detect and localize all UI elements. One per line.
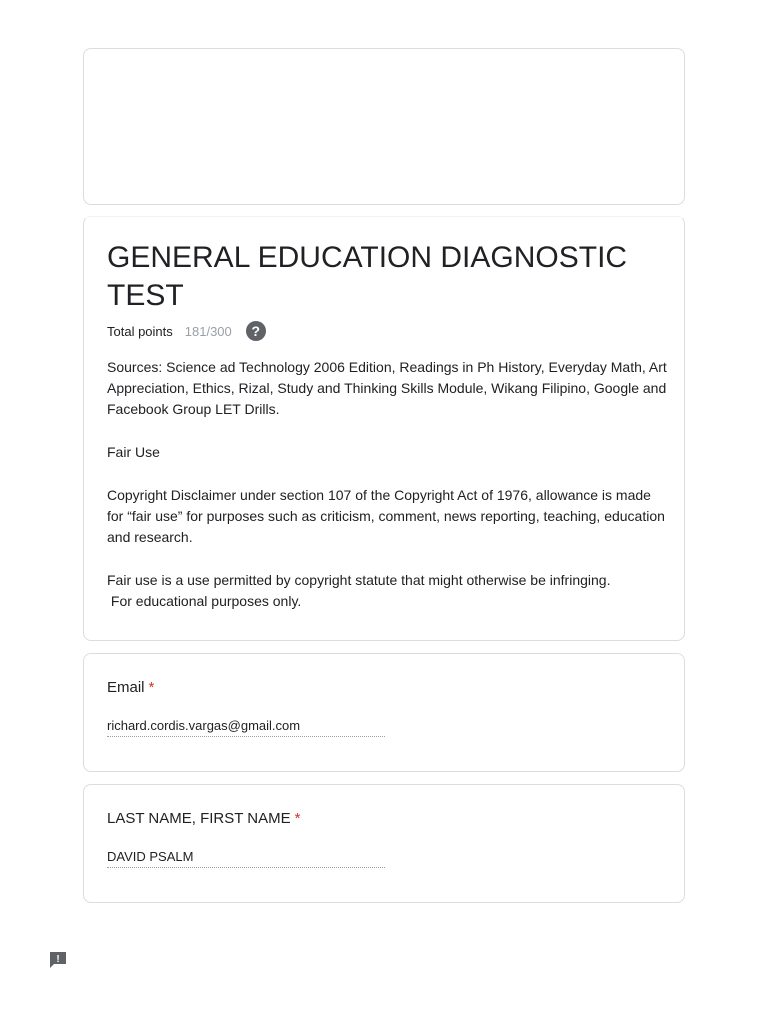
feedback-glyph: ! xyxy=(56,954,60,965)
name-label-text: LAST NAME, FIRST NAME xyxy=(107,810,291,827)
required-asterisk: * xyxy=(148,679,155,696)
description-fair-use-heading: Fair Use xyxy=(107,444,160,460)
email-field[interactable] xyxy=(107,716,385,737)
name-question-label xyxy=(107,810,301,827)
question-card-email xyxy=(83,653,685,772)
name-field[interactable] xyxy=(107,847,385,868)
total-points-value: 181/300 xyxy=(184,323,232,339)
required-asterisk: * xyxy=(294,810,301,827)
description-copyright-disclaimer: Copyright Disclaimer under section 107 of the Copyright Act of 1976, allowance is made for “fair use” for purposes such as criticism, comment, news reporting, teaching, education and research. xyxy=(107,487,669,545)
question-card-name xyxy=(83,784,685,903)
total-points-row xyxy=(107,320,266,342)
description-sources: Sources: Science ad Technology 2006 Edition, Readings in Ph History, Everyday Math, Art Appreciation, Ethics, Rizal, Study and Thinking Skills Module, Wikang Filipino, Google and Facebook Group LET Drills. xyxy=(107,359,671,417)
email-label-text: Email xyxy=(107,679,145,696)
form-title: GENERAL EDUCATION DIAGNOSTIC TEST xyxy=(107,241,628,312)
form-description xyxy=(107,357,671,634)
help-circle-icon[interactable]: ? xyxy=(246,321,266,341)
email-question-label xyxy=(107,679,154,696)
description-fair-use-note: Fair use is a use permitted by copyright statute that might otherwise be infringing. For educational purposes only. xyxy=(107,572,611,609)
report-feedback-icon[interactable] xyxy=(48,950,68,970)
form-title-card xyxy=(83,216,685,641)
total-points-label: Total points xyxy=(107,323,173,339)
header-banner xyxy=(83,48,685,205)
